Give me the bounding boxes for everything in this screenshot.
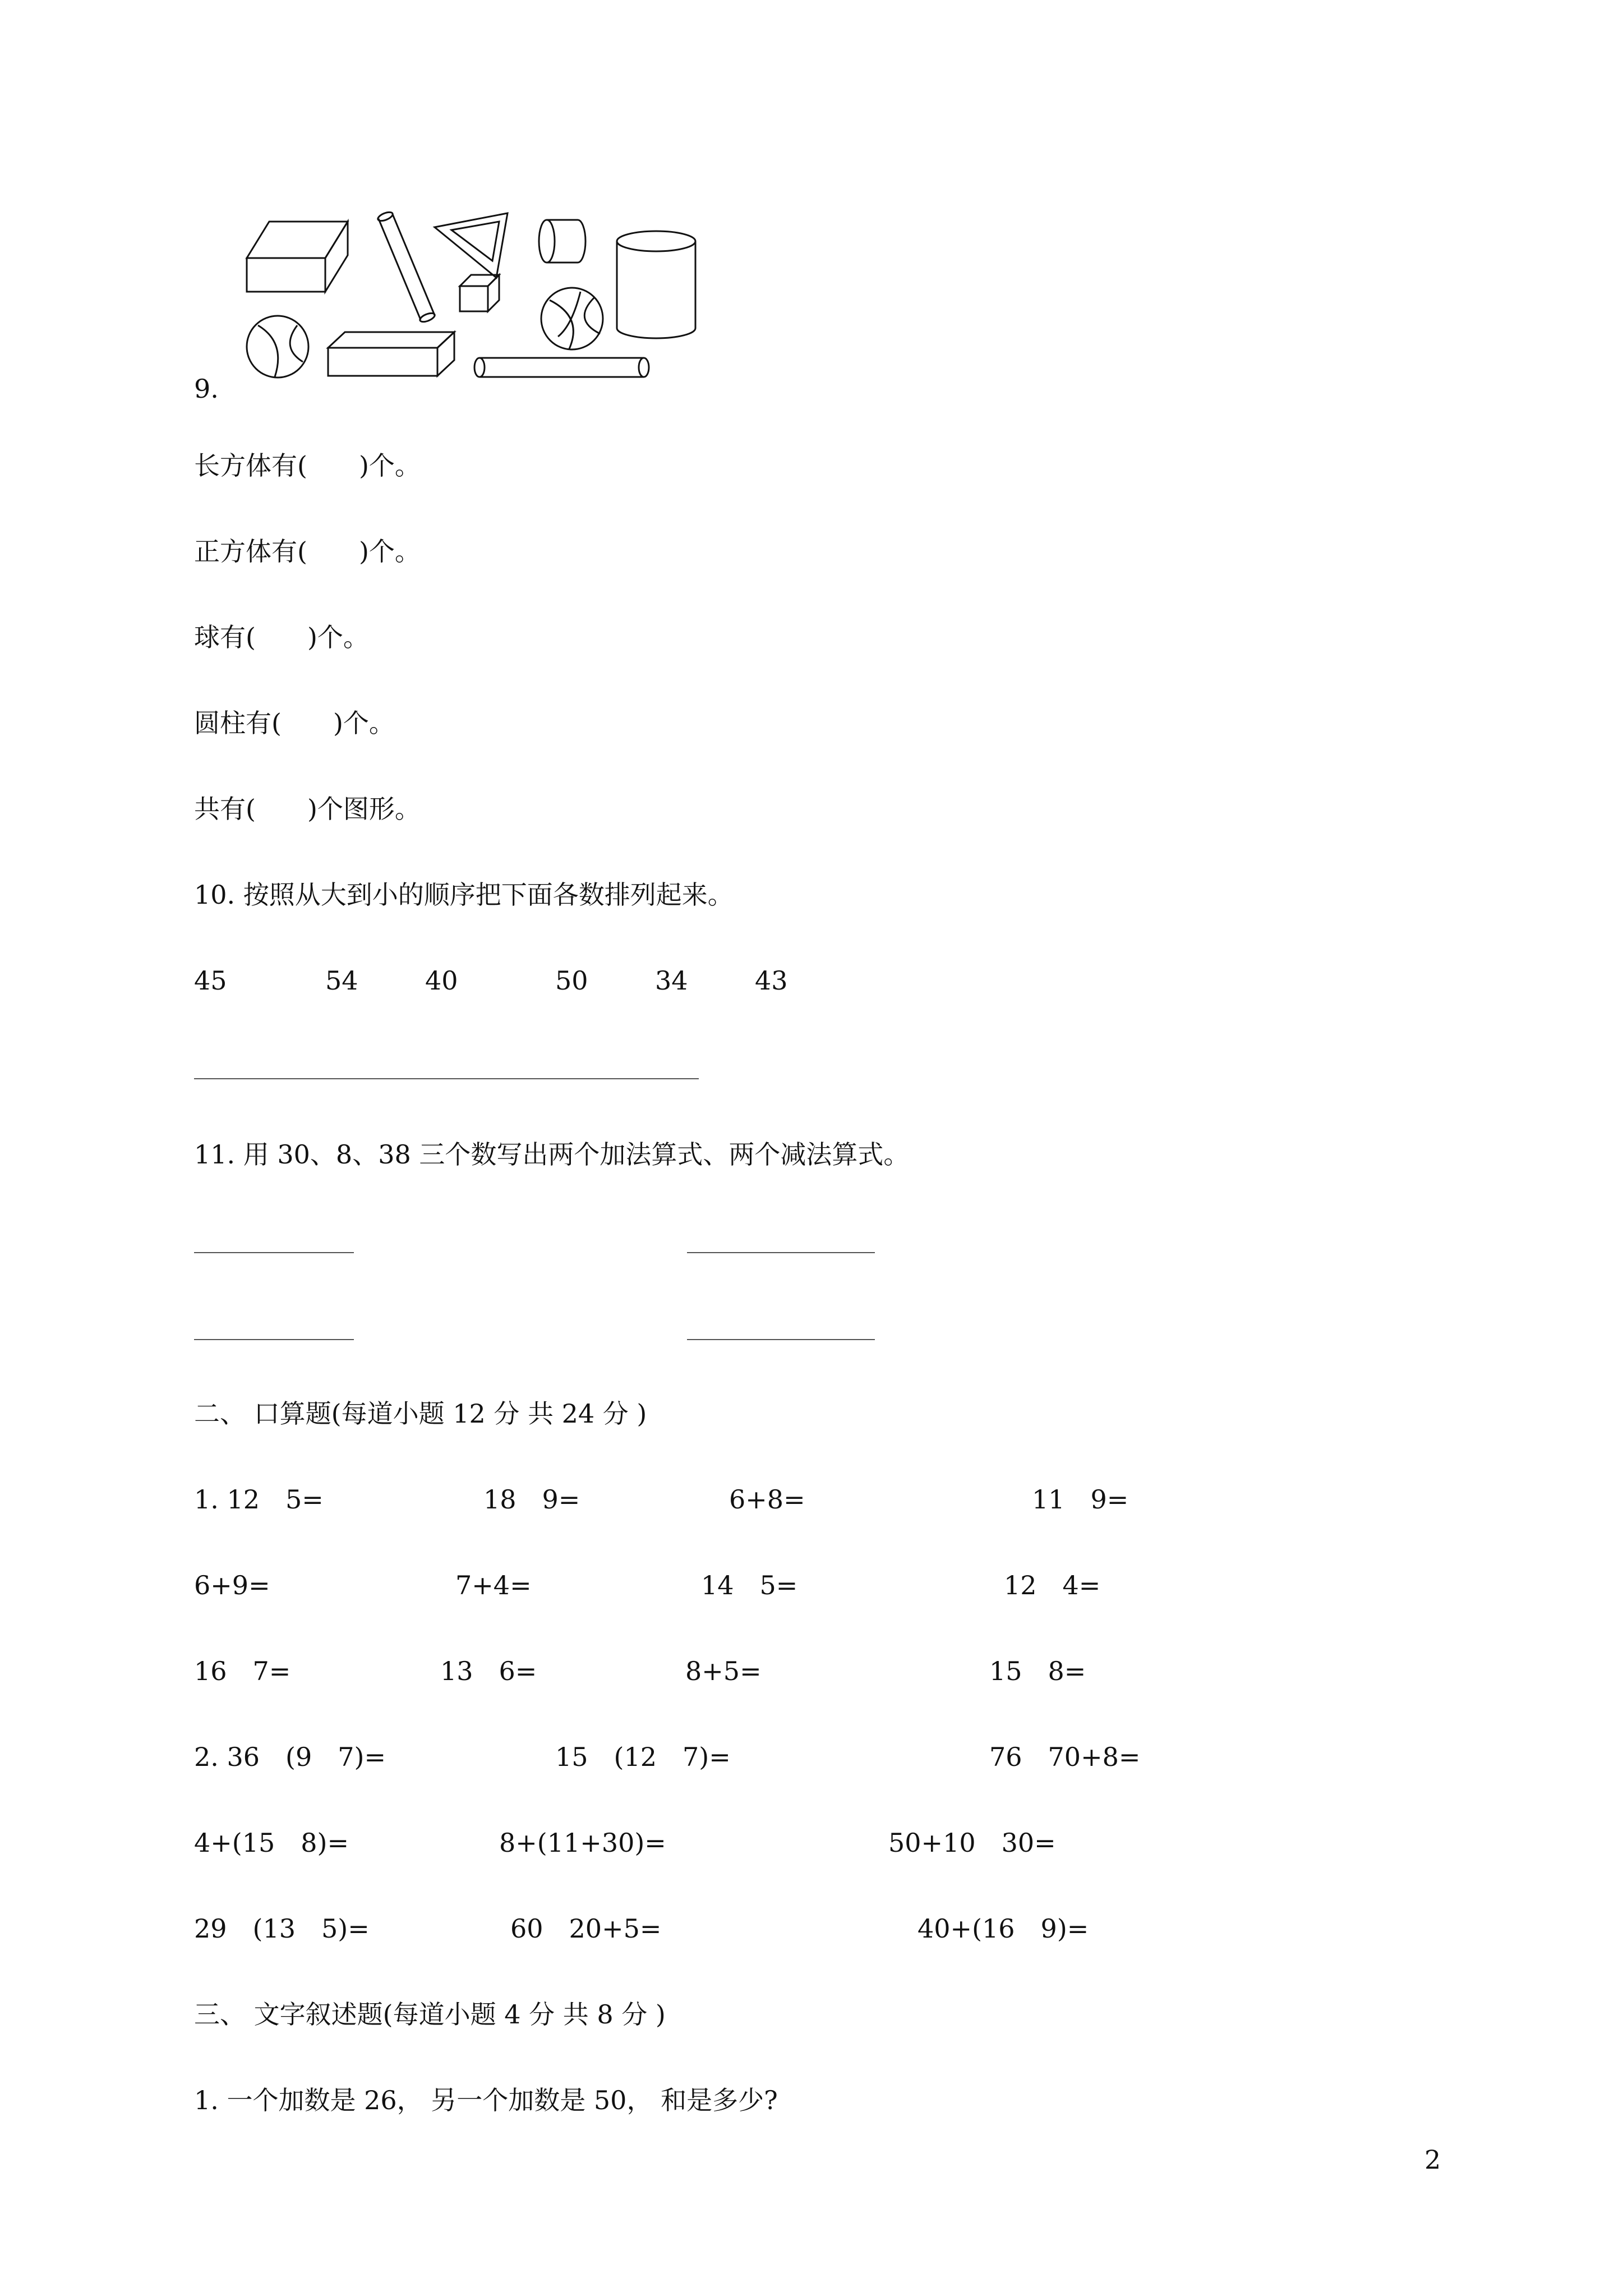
section-3-title: 三、 文字叙述题(每道小题 4 分 共 8 分 ): [194, 1999, 666, 2030]
oral-calc-item: 6+8=: [729, 1484, 805, 1515]
q9-cube-line: 正方体有( )个。: [194, 536, 421, 567]
oral-calc-item: 1. 12 5=: [194, 1484, 324, 1515]
oral-calc-item: 6+9=: [194, 1570, 270, 1600]
oral-calc-item: 13 6=: [440, 1656, 537, 1686]
q10-answer-line[interactable]: [194, 1078, 699, 1079]
section-3-question-1: 1. 一个加数是 26， 另一个加数是 50， 和是多少?: [194, 2085, 778, 2115]
q9-ball-line: 球有( )个。: [194, 622, 369, 652]
oral-calc-item: 15 8=: [989, 1656, 1086, 1686]
oral-calc-item: 7+4=: [455, 1570, 532, 1600]
q9-total-line: 共有( )个图形。: [194, 794, 421, 824]
q10-number: 43: [755, 965, 788, 996]
large-cylinder-icon: [617, 231, 695, 338]
q11-subtraction-answer-line[interactable]: [194, 1339, 354, 1340]
oral-calc-item: 11 9=: [1032, 1484, 1129, 1515]
oral-calc-item: 12 4=: [1004, 1570, 1101, 1600]
q10-number: 34: [655, 965, 688, 996]
q11-subtraction-answer-line[interactable]: [687, 1339, 875, 1340]
q10-number: 54: [325, 965, 358, 996]
q11-addition-answer-line[interactable]: [687, 1252, 875, 1253]
oral-calc-item: 4+(15 8)=: [194, 1828, 349, 1858]
q9-cylinder-line: 圆柱有( )个。: [194, 708, 395, 738]
q10-number: 45: [194, 965, 227, 996]
oral-calc-item: 50+10 30=: [888, 1828, 1056, 1858]
oral-calc-item: 29 (13 5)=: [194, 1913, 370, 1944]
oral-calc-item: 18 9=: [483, 1484, 580, 1515]
cube-icon: [460, 275, 499, 311]
oral-calc-item: 2. 36 (9 7)=: [194, 1742, 386, 1772]
q11-addition-answer-line[interactable]: [194, 1252, 354, 1253]
q9-cuboid-line: 长方体有( )个。: [194, 450, 421, 481]
page-number: 2: [1424, 2145, 1441, 2175]
oral-calc-item: 8+(11+30)=: [499, 1828, 666, 1858]
oral-calc-item: 14 5=: [701, 1570, 798, 1600]
shapes-figure: [236, 208, 718, 387]
section-2-title: 二、 口算题(每道小题 12 分 共 24 分 ): [194, 1398, 647, 1429]
question-9-number: 9.: [194, 374, 219, 404]
ball-icon: [247, 316, 308, 378]
ball-icon: [541, 288, 603, 349]
shapes-drawing: [236, 208, 718, 387]
cuboid-icon: [328, 332, 454, 376]
cylinder-pipe-icon: [474, 358, 649, 377]
question-10-text: 10. 按照从大到小的顺序把下面各数排列起来。: [194, 880, 734, 910]
oral-calc-item: 15 (12 7)=: [555, 1742, 731, 1772]
oral-calc-item: 8+5=: [685, 1656, 762, 1686]
q10-number: 50: [555, 965, 588, 996]
small-cylinder-icon: [539, 220, 585, 263]
cylinder-rod-icon: [377, 210, 436, 324]
oral-calc-item: 76 70+8=: [989, 1742, 1141, 1772]
cuboid-icon: [247, 222, 348, 292]
oral-calc-item: 16 7=: [194, 1656, 291, 1686]
q10-number: 40: [425, 965, 458, 996]
oral-calc-item: 60 20+5=: [510, 1913, 662, 1944]
triangle-ruler-icon: [435, 213, 508, 278]
question-11-text: 11. 用 30、8、38 三个数写出两个加法算式、两个减法算式。: [194, 1139, 910, 1170]
oral-calc-item: 40+(16 9)=: [917, 1913, 1089, 1944]
